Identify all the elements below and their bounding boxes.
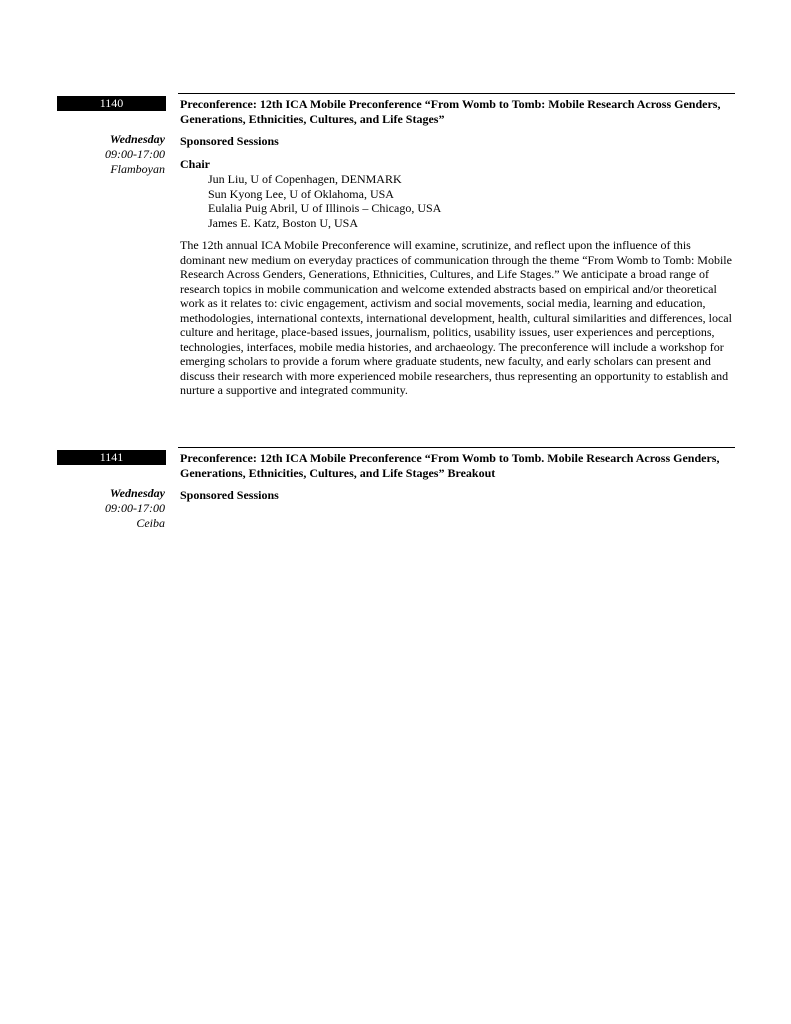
session-content xyxy=(180,451,735,503)
session-number-badge: 1141 xyxy=(57,450,166,465)
session-number-badge: 1140 xyxy=(57,96,166,111)
session-type: Sponsored Sessions xyxy=(180,488,279,502)
session-schedule xyxy=(30,486,165,531)
chair-heading: Chair xyxy=(180,157,210,171)
session-content xyxy=(180,97,735,398)
session-time: 09:00-17:00 xyxy=(105,147,165,161)
chair-item: James E. Katz, Boston U, USA xyxy=(208,215,358,230)
session-room: Flamboyan xyxy=(110,162,165,176)
chair-item: Sun Kyong Lee, U of Oklahoma, USA xyxy=(208,186,394,201)
session-schedule xyxy=(30,132,165,177)
session-divider xyxy=(178,93,735,94)
session-day: Wednesday xyxy=(109,132,165,146)
session-room: Ceiba xyxy=(136,516,165,530)
session-divider xyxy=(178,447,735,448)
chair-list xyxy=(180,172,735,230)
session-abstract: The 12th annual ICA Mobile Preconference will examine, scrutinize, and reflect upon the influence of this dominant new medium on everyday practices of communication through the theme “From Womb to Tomb: Mobile Research Across Genders, Generations, Ethnicities, Cultures, and Life Stages.” We anticipate a broad range of research topics in mobile communication and welcome extended abstracts based on empirical and/or theoretical work as it relates to: civic engagement, activism and social movements, social media, learning and education, methodologies, international contexts, international development, health, cultural similarities and differences, local culture and heritage, place-based issues, journalism, politics, usability issues, user experiences and perceptions, technologies, interfaces, mobile media histories, and archaeology. The preconference will include a workshop for emerging scholars to provide a forum where graduate students, new faculty, and early scholars can present and discuss their research with more experienced mobile researchers, thus representing an opportunity to establish and nurture a supportive and integrated community. xyxy=(180,238,732,397)
session-time: 09:00-17:00 xyxy=(105,501,165,515)
session-type: Sponsored Sessions xyxy=(180,134,279,148)
chair-item: Jun Liu, U of Copenhagen, DENMARK xyxy=(208,172,402,186)
session-day: Wednesday xyxy=(109,486,165,500)
session-title: Preconference: 12th ICA Mobile Preconference “From Womb to Tomb: Mobile Research Across Genders, Generations, Ethnicities, Cultures, and Life Stages” xyxy=(180,97,721,126)
chair-item: Eulalia Puig Abril, U of Illinois – Chicago, USA xyxy=(208,201,442,215)
session-title: Preconference: 12th ICA Mobile Preconference “From Womb to Tomb. Mobile Research Across Genders, Generations, Ethnicities, Cultures, and Life Stages” Breakout xyxy=(180,451,720,480)
